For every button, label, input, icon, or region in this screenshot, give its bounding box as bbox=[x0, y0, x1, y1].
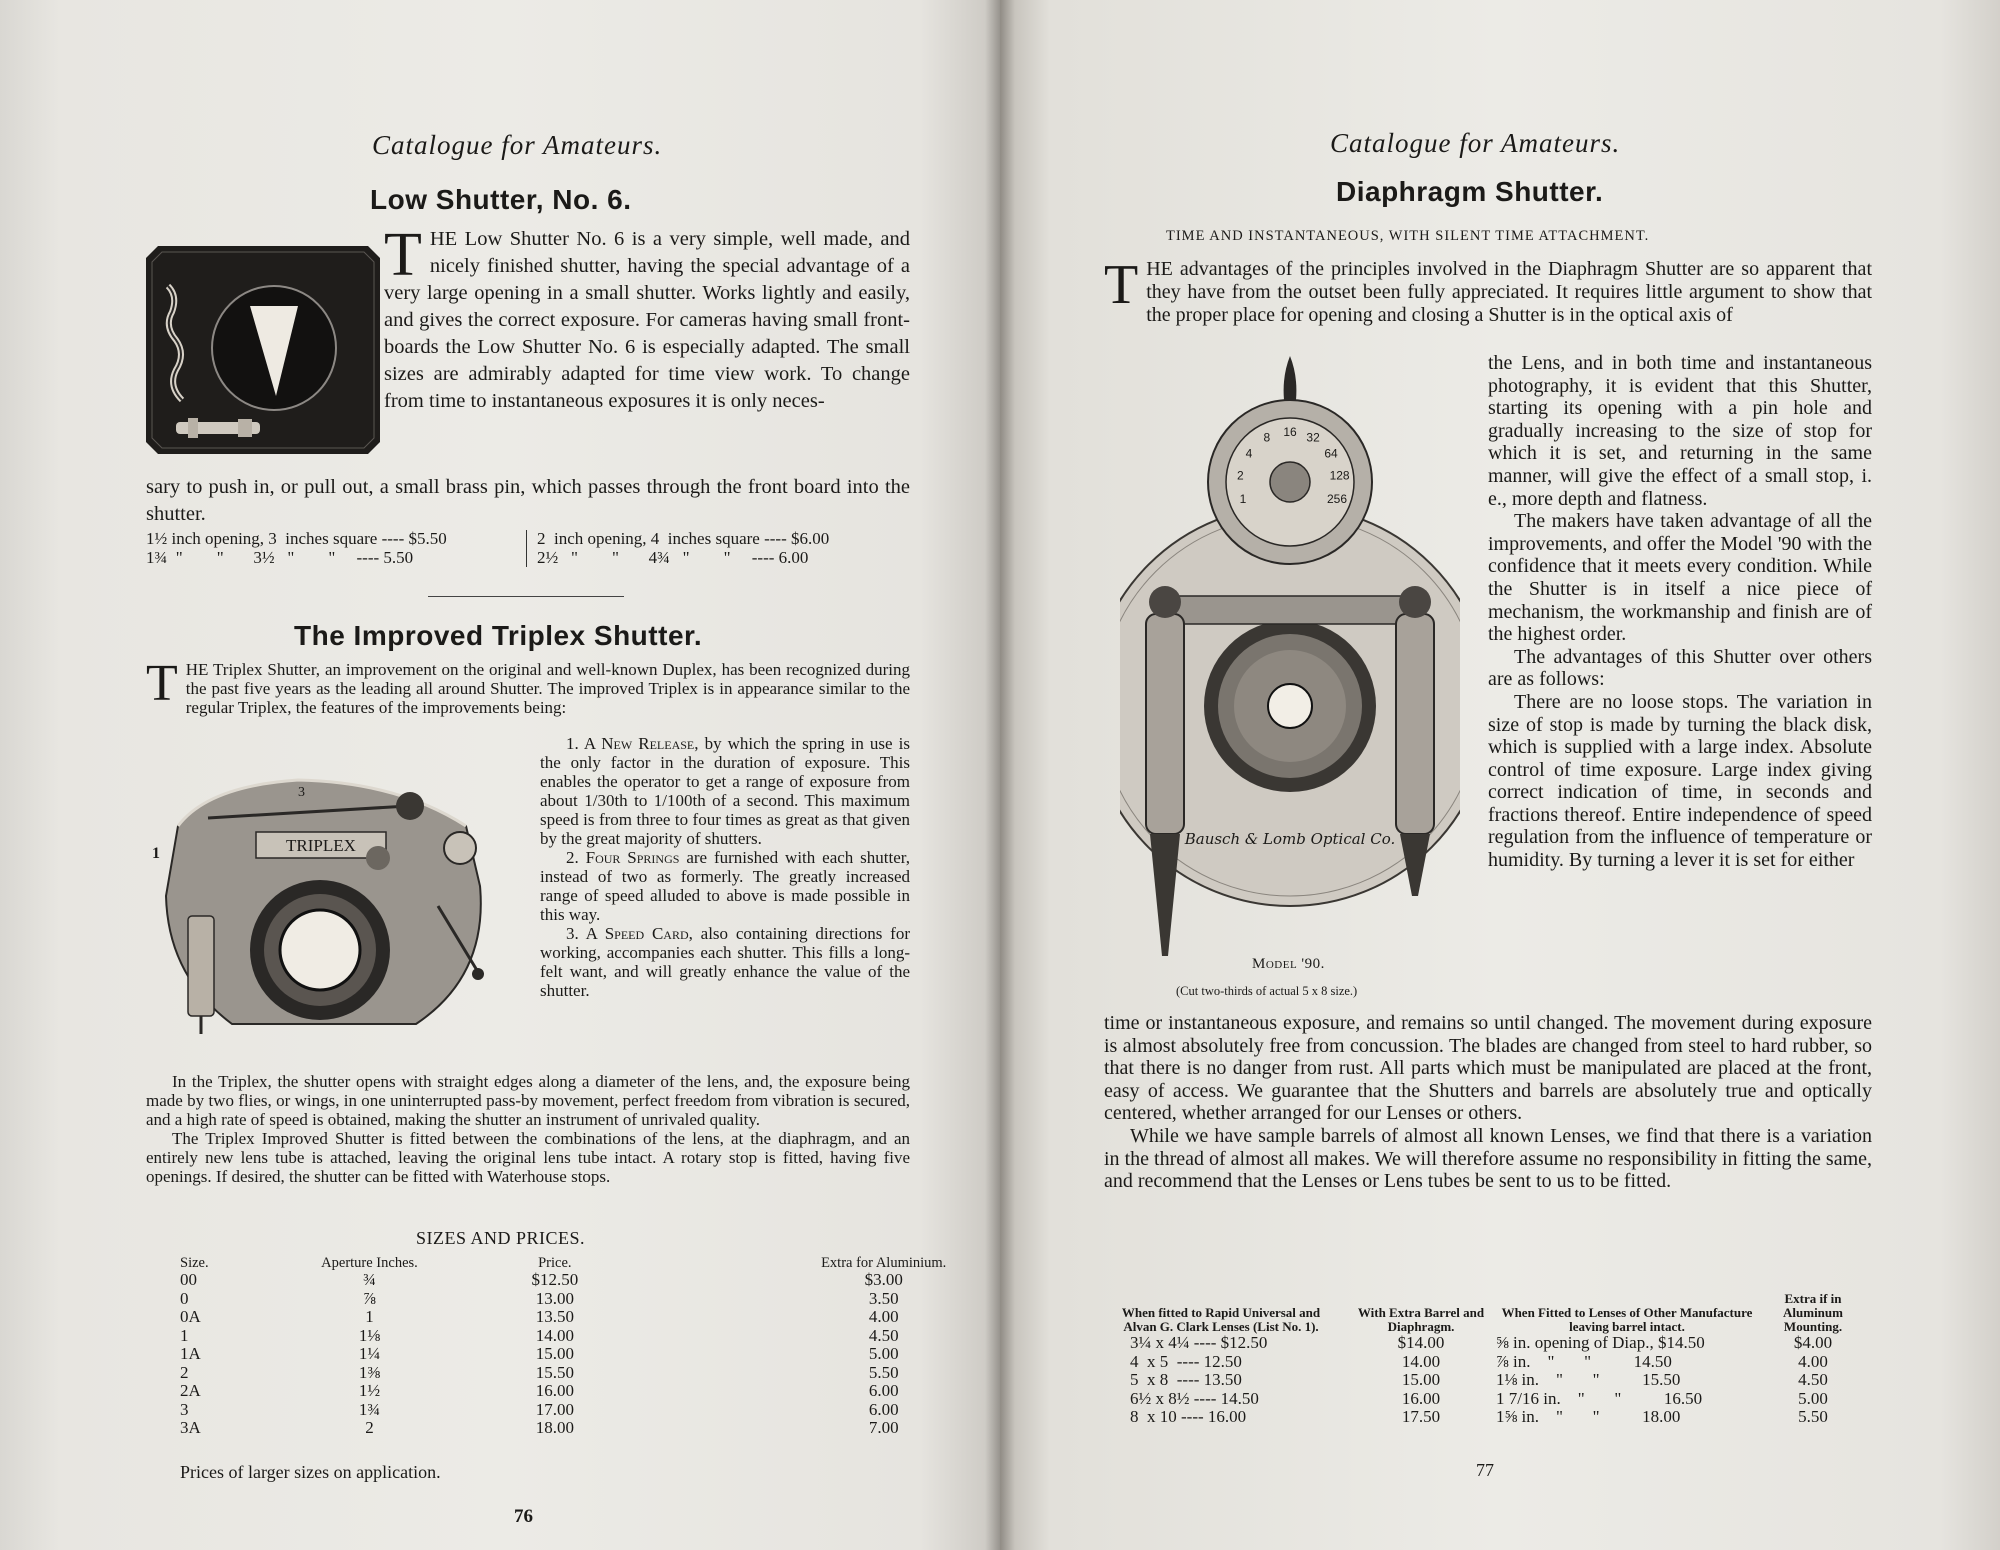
dial-number: 4 bbox=[1245, 446, 1253, 461]
triplex-body: HE Triplex Shutter, an improvement on the original and well-known Duplex, has been recognized during the past five years as the leading all around Shutter. The improved Triplex is in appearance similar to the regular Triplex, the features of the improvements being: bbox=[185, 660, 910, 717]
low-shutter-price-list bbox=[146, 530, 829, 567]
diaphragm-column bbox=[1488, 352, 1872, 872]
paragraph: The Triplex Improved Shutter is fitted between the combinations of the lens, at the diaphragm, and an entirely new lens tube is attached, leaving the original lens tube intact. A rotary stop is fitted, having five openings. If desired, the shutter can be fitted with Waterhouse stops. bbox=[146, 1129, 910, 1186]
feature-item: 3. A Speed Card, also containing directions for working, accompanies each shutter. This fills a long-felt want, and will greatly enhance the value of the shutter. bbox=[540, 924, 910, 1000]
running-head: Catalogue for Amateurs. bbox=[1330, 128, 1621, 158]
table-row bbox=[1104, 1334, 1868, 1353]
table-header-row bbox=[150, 1256, 1000, 1271]
diaphragm-price-table bbox=[1104, 1292, 1868, 1427]
table-row bbox=[150, 1327, 1000, 1346]
paragraph: In the Triplex, the shutter opens with straight edges along a diameter of the lens, and, the exposure being made by two flies, or wings, in one uninterrupted pass-by movement, perfect freedom from vibration is secured, and a high rate of speed is obtained, making the shutter an instrument of unrivaled quality. bbox=[146, 1072, 910, 1129]
dial-number: 256 bbox=[1326, 492, 1348, 507]
table-cell: 0 bbox=[180, 1288, 189, 1308]
feature-item: 2. Four Springs are furnished with each shutter, instead of two as formerly. The greatly increased range of speed alluded to above is made possible in this way. bbox=[540, 848, 911, 924]
table-row bbox=[150, 1401, 1000, 1420]
table-cell: ⅞ in. " " 14.50 bbox=[1496, 1351, 1672, 1371]
price-row bbox=[146, 549, 829, 568]
table-cell: 3¼ x 4¼ ---- $12.50 bbox=[1130, 1333, 1268, 1352]
paragraph: the Lens, and in both time and instantaneous photography, it is evident that this Shutter, starting its opening with a pin hole and gradually increasing to the size of stop for which it is set, and returning in the same manner, will give the effect of a small stop, i. e., more depth and flatness. bbox=[1488, 352, 1872, 510]
maker-mark: Bausch & Lomb Optical Co. bbox=[1184, 830, 1396, 848]
table-cell: 1⅛ in. " " 15.50 bbox=[1496, 1370, 1681, 1389]
column-header: With Extra Barrel and Diaphragm. bbox=[1357, 1305, 1485, 1334]
running-head: Catalogue for Amateurs. bbox=[372, 130, 663, 160]
table-cell: 1 7/16 in. " " 16.50 bbox=[1496, 1388, 1703, 1408]
table-cell: 3 bbox=[180, 1399, 189, 1419]
table-cell: 1½ bbox=[358, 1381, 381, 1400]
table-cell: $14.00 bbox=[1397, 1333, 1445, 1352]
table-cell: 16.00 bbox=[1401, 1388, 1441, 1408]
table-row bbox=[1104, 1353, 1868, 1372]
dial-number: 2 bbox=[1237, 468, 1244, 483]
column-header: Aperture Inches. bbox=[321, 1255, 418, 1271]
table-cell: 13.50 bbox=[535, 1307, 574, 1326]
figure-number: 3 bbox=[298, 785, 305, 800]
table-cell: 3A bbox=[180, 1418, 201, 1437]
paragraph: The advantages of this Shutter over others are as follows: bbox=[1488, 645, 1872, 691]
table-cell: 2A bbox=[180, 1381, 201, 1400]
table-cell: 6.00 bbox=[868, 1399, 899, 1419]
table-cell: 00 bbox=[180, 1270, 197, 1289]
table-cell: 1 bbox=[365, 1307, 374, 1326]
low-shutter-engraving bbox=[146, 246, 380, 454]
table-cell: 14.00 bbox=[535, 1325, 574, 1345]
low-shutter-body: HE Low Shutter No. 6 is a very simple, well made, and nicely finished shutter, having the special advantage of a very large opening in a small shutter. Works lightly and easily, and gives the correct exposure. For cameras having small front-boards the Low Shutter No. 6 is especially adapted. The small sizes are admirably adapted for time view work. To change from time to instantaneous exposures it is only neces- bbox=[384, 228, 910, 412]
table-cell: 4.00 bbox=[868, 1307, 899, 1326]
price-cell: 2 inch opening, 4 inches square ---- $6.00 bbox=[537, 529, 830, 548]
section-title-triplex: The Improved Triplex Shutter. bbox=[294, 620, 703, 651]
table-row bbox=[1104, 1390, 1868, 1409]
dial-number: 1 bbox=[1239, 492, 1247, 507]
table-cell: 15.00 bbox=[535, 1344, 574, 1363]
table-cell: 1⅛ bbox=[358, 1325, 381, 1345]
table-cell: 2 bbox=[365, 1418, 374, 1437]
dial-number: 32 bbox=[1306, 430, 1320, 445]
table-cell: 18.00 bbox=[535, 1418, 574, 1437]
paragraph: While we have sample barrels of almost all known Lenses, we find that there is a variation in the thread of almost all makes. We will therefore assume no responsibility in fitting the same, and recommend that the Lenses or Lens tubes be sent to us to be fitted. bbox=[1104, 1124, 1872, 1193]
table-row bbox=[150, 1271, 1000, 1290]
table-row bbox=[150, 1290, 1000, 1309]
figure-caption: Model '90. bbox=[1252, 956, 1325, 972]
table-cell: 4.50 bbox=[868, 1325, 899, 1345]
triplex-plate: TRIPLEX bbox=[286, 836, 356, 855]
feature-item: 1. A New Release, by which the spring in use is the only factor in the duration of exposure. This enables the operator to get a range of exposure from about 1/30th to 1/100th of a second. This maximum speed is from three to four times as great as that given by the great majority of shutters. bbox=[540, 734, 910, 848]
section-title-diaphragm: Diaphragm Shutter. bbox=[1336, 176, 1604, 207]
dial-number: 8 bbox=[1263, 430, 1271, 445]
dropcap: T bbox=[146, 655, 178, 712]
price-cell: 1¾ " " 3½ " " ---- 5.50 bbox=[146, 547, 414, 567]
table-row bbox=[1104, 1371, 1868, 1390]
low-shutter-tail: sary to push in, or pull out, a small brass pin, which passes through the front board into the shutter. bbox=[146, 476, 910, 525]
table-cell: 5 x 8 ---- 13.50 bbox=[1130, 1370, 1242, 1389]
column-header: When Fitted to Lenses of Other Manufacture leaving barrel intact. bbox=[1501, 1305, 1753, 1334]
section-subtitle: TIME AND INSTANTANEOUS, WITH SILENT TIME ATTACHMENT. bbox=[1166, 228, 1650, 244]
table-cell: 6½ x 8½ ---- 14.50 bbox=[1130, 1388, 1259, 1408]
table-cell: 2 bbox=[180, 1362, 189, 1382]
section-divider bbox=[428, 596, 624, 597]
page-number: 77 bbox=[1476, 1460, 1494, 1480]
table-row bbox=[150, 1419, 1000, 1438]
paragraph: time or instantaneous exposure, and remains so until changed. The movement during exposure is almost absolutely free from concussion. The blades are changed from steel to hard rubber, so that there is no danger from rust. All parts which must be manipulated are placed at the front, easy of access. We guarantee that the Shutters and barrels are absolutely true and optically centered, whether arranged for our Lenses or others. bbox=[1104, 1012, 1872, 1125]
triplex-lead bbox=[146, 655, 910, 717]
price-cell: 2½ " " 4¾ " " ---- 6.00 bbox=[537, 547, 809, 567]
dial-number: 16 bbox=[1283, 425, 1297, 439]
table-cell: 13.00 bbox=[535, 1288, 574, 1308]
table-cell: 17.00 bbox=[535, 1399, 574, 1419]
sizes-and-prices-title: SIZES AND PRICES. bbox=[416, 1228, 586, 1248]
table-cell: 4.50 bbox=[1798, 1370, 1828, 1389]
table-cell: 1¼ bbox=[358, 1344, 381, 1363]
table-cell: 1¾ bbox=[358, 1399, 381, 1419]
table-cell: 7.00 bbox=[868, 1418, 899, 1437]
table-cell: $4.00 bbox=[1793, 1333, 1833, 1352]
price-row bbox=[146, 530, 829, 549]
table-cell: 1 bbox=[180, 1325, 189, 1345]
triplex-engraving bbox=[148, 766, 500, 1036]
table-cell: 17.50 bbox=[1401, 1407, 1441, 1426]
table-cell: $12.50 bbox=[531, 1270, 579, 1289]
dropcap: T bbox=[384, 221, 422, 289]
dial-number: 64 bbox=[1324, 446, 1338, 461]
table-cell: 6.00 bbox=[868, 1381, 899, 1400]
price-cell: 1½ inch opening, 3 inches square ---- $5.50 bbox=[146, 529, 447, 548]
column-header: Size. bbox=[180, 1255, 209, 1271]
table-cell: 5.50 bbox=[868, 1362, 899, 1382]
diaphragm-lead bbox=[1104, 254, 1872, 327]
triplex-sizes-table bbox=[150, 1256, 1000, 1438]
table-cell: 1A bbox=[180, 1344, 201, 1363]
table-row bbox=[150, 1382, 1000, 1401]
figure-number: 1 bbox=[152, 845, 160, 862]
column-header: Extra for Aluminium. bbox=[821, 1255, 947, 1271]
page-number: 76 bbox=[514, 1506, 533, 1527]
triplex-description bbox=[146, 1072, 910, 1186]
column-header: Price. bbox=[538, 1255, 572, 1271]
table-cell: 5.00 bbox=[1798, 1388, 1828, 1408]
table-header-row bbox=[1104, 1292, 1868, 1334]
table-cell: 16.00 bbox=[535, 1381, 574, 1400]
dial-number: 128 bbox=[1329, 468, 1350, 483]
diaphragm-body: HE advantages of the principles involved in the Diaphragm Shutter are so apparent that they have from the outset been fully appreciated. It requires little argument to show that the proper place for opening and closing a Shutter is in the optical axis of bbox=[1146, 258, 1872, 326]
diaphragm-shutter-engraving bbox=[1120, 356, 1460, 964]
table-cell: 15.00 bbox=[1401, 1370, 1441, 1389]
table-cell: ⅞ bbox=[363, 1288, 376, 1308]
table-cell: 1⅝ in. " " 18.00 bbox=[1496, 1407, 1681, 1426]
paragraph: The makers have taken advantage of all the improvements, and offer the Model '90 with the confidence that it meets every condition. While the Shutter is in itself a nice piece of mechanism, the workmanship and finish are of the highest order. bbox=[1488, 510, 1872, 646]
book-gutter bbox=[985, 0, 1015, 1550]
table-cell: 5.00 bbox=[868, 1344, 899, 1363]
table-row bbox=[150, 1308, 1000, 1327]
table-cell: 0A bbox=[180, 1307, 201, 1326]
diaphragm-continued bbox=[1104, 1012, 1872, 1193]
table-cell: $3.00 bbox=[864, 1270, 903, 1289]
table-cell: 1⅜ bbox=[358, 1362, 381, 1382]
table-row bbox=[150, 1364, 1000, 1383]
column-header: Extra if in Aluminum Mounting. bbox=[1783, 1291, 1843, 1334]
table-cell: 15.50 bbox=[535, 1362, 574, 1382]
table-cell: 4 x 5 ---- 12.50 bbox=[1130, 1351, 1242, 1371]
paragraph: There are no loose stops. The variation in size of stop is made by turning the black disk, which is supplied with a large index. Absolute control of time exposure. Large index giving correct indication of time, in seconds and fractions thereof. Entire independence of speed regulation from the influence of temperature or humidity. By turning a lever it is set for either bbox=[1488, 690, 1872, 872]
table-cell: 8 x 10 ---- 16.00 bbox=[1130, 1407, 1247, 1426]
low-shutter-lead bbox=[384, 221, 910, 415]
right-page bbox=[1000, 0, 2000, 1550]
table-footnote: Prices of larger sizes on application. bbox=[180, 1462, 441, 1482]
table-cell: ¾ bbox=[363, 1270, 376, 1289]
column-header: When fitted to Rapid Universal and Alvan G. Clark Lenses (List No. 1). bbox=[1121, 1305, 1321, 1334]
dropcap: T bbox=[1104, 254, 1139, 316]
table-row bbox=[1104, 1408, 1868, 1427]
figure-caption-sub: (Cut two-thirds of actual 5 x 8 size.) bbox=[1176, 984, 1358, 998]
table-cell: 14.00 bbox=[1401, 1351, 1441, 1371]
table-row bbox=[150, 1345, 1000, 1364]
table-cell: 3.50 bbox=[868, 1288, 899, 1308]
table-cell: 4.00 bbox=[1798, 1351, 1828, 1371]
section-title-low-shutter: Low Shutter, No. 6. bbox=[370, 184, 632, 215]
table-cell: 5.50 bbox=[1798, 1407, 1828, 1426]
triplex-features bbox=[540, 734, 910, 1000]
table-cell: ⅝ in. opening of Diap., $14.50 bbox=[1496, 1333, 1705, 1352]
